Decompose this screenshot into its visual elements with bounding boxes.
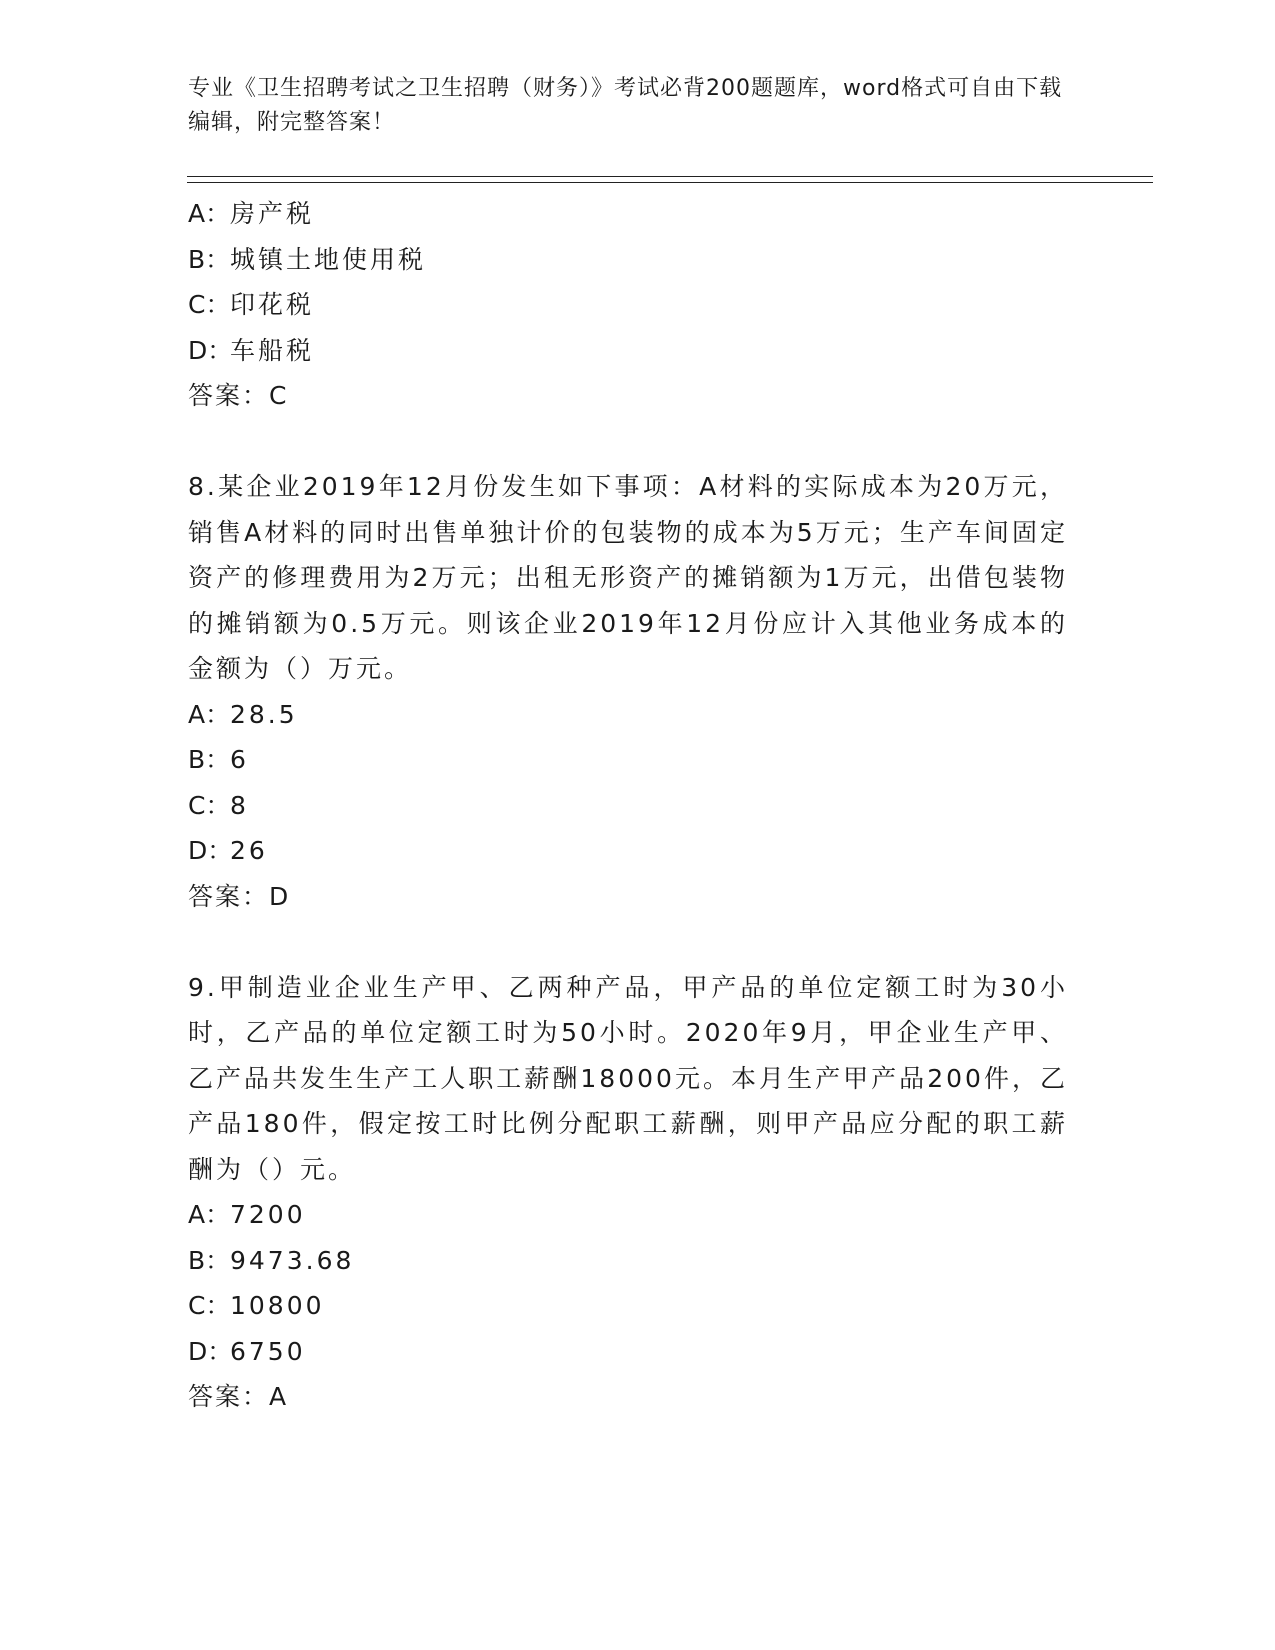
question-list xyxy=(188,191,1068,1420)
question-block-9 xyxy=(188,965,1068,1420)
option-c: C：10800 xyxy=(188,1291,325,1320)
option-text: 房产税 xyxy=(230,199,315,228)
option-text: 7200 xyxy=(230,1200,306,1229)
option-a: A：28.5 xyxy=(188,699,298,729)
option-b: B：城镇土地使用税 xyxy=(188,244,427,274)
document-header: 专业《卫生招聘考试之卫生招聘（财务）》考试必背200题题库，word格式可自由下载编辑，附完整答案！ xyxy=(188,76,1063,135)
option-d: D：车船税 xyxy=(188,335,315,365)
option-text: 8 xyxy=(230,790,249,820)
option-text: 26 xyxy=(230,836,268,865)
option-d: D：26 xyxy=(188,836,268,865)
option-a: A：7200 xyxy=(188,1200,306,1229)
option-b: B：9473.68 xyxy=(188,1245,355,1275)
question-stem: 9.甲制造业企业生产甲、乙两种产品，甲产品的单位定额工时为30小时，乙产品的单位定额工时为50小时。2020年9月，甲企业生产甲、乙产品共发生生产工人职工薪酬18000元。本月生产甲产品200件，乙产品180件，假定按工时比例分配职工薪酬，则甲产品应分配的职工薪酬为（）元。 xyxy=(188,972,1068,1184)
header-rule-bottom xyxy=(187,182,1153,183)
option-text: 6750 xyxy=(230,1336,306,1366)
question-block-8 xyxy=(188,464,1068,919)
header-rule-top xyxy=(187,176,1153,177)
option-text: 车船税 xyxy=(230,335,315,365)
option-c: C：8 xyxy=(188,790,249,820)
option-d: D：6750 xyxy=(188,1336,306,1366)
option-text: 9473.68 xyxy=(230,1245,355,1275)
option-text: 28.5 xyxy=(230,699,298,729)
answer-line: 答案：D xyxy=(188,881,291,911)
answer-line: 答案：C xyxy=(188,381,289,410)
option-text: 10800 xyxy=(230,1291,325,1320)
option-text: 城镇土地使用税 xyxy=(230,244,427,274)
option-text: 印花税 xyxy=(230,290,315,319)
answer-line: 答案：A xyxy=(188,1382,289,1411)
option-c: C：印花税 xyxy=(188,290,315,319)
question-block-partial xyxy=(188,191,1068,419)
option-text: 6 xyxy=(230,745,249,774)
option-b: B：6 xyxy=(188,745,249,774)
option-a: A：房产税 xyxy=(188,199,315,228)
question-stem: 8.某企业2019年12月份发生如下事项：A材料的实际成本为20万元，销售A材料的同时出售单独计价的包装物的成本为5万元；生产车间固定资产的修理费用为2万元；出租无形资产的摊销额为1万元，出借包装物的摊销额为0.5万元。则该企业2019年12月份应计入其他业务成本的金额为（）万元。 xyxy=(188,472,1068,683)
